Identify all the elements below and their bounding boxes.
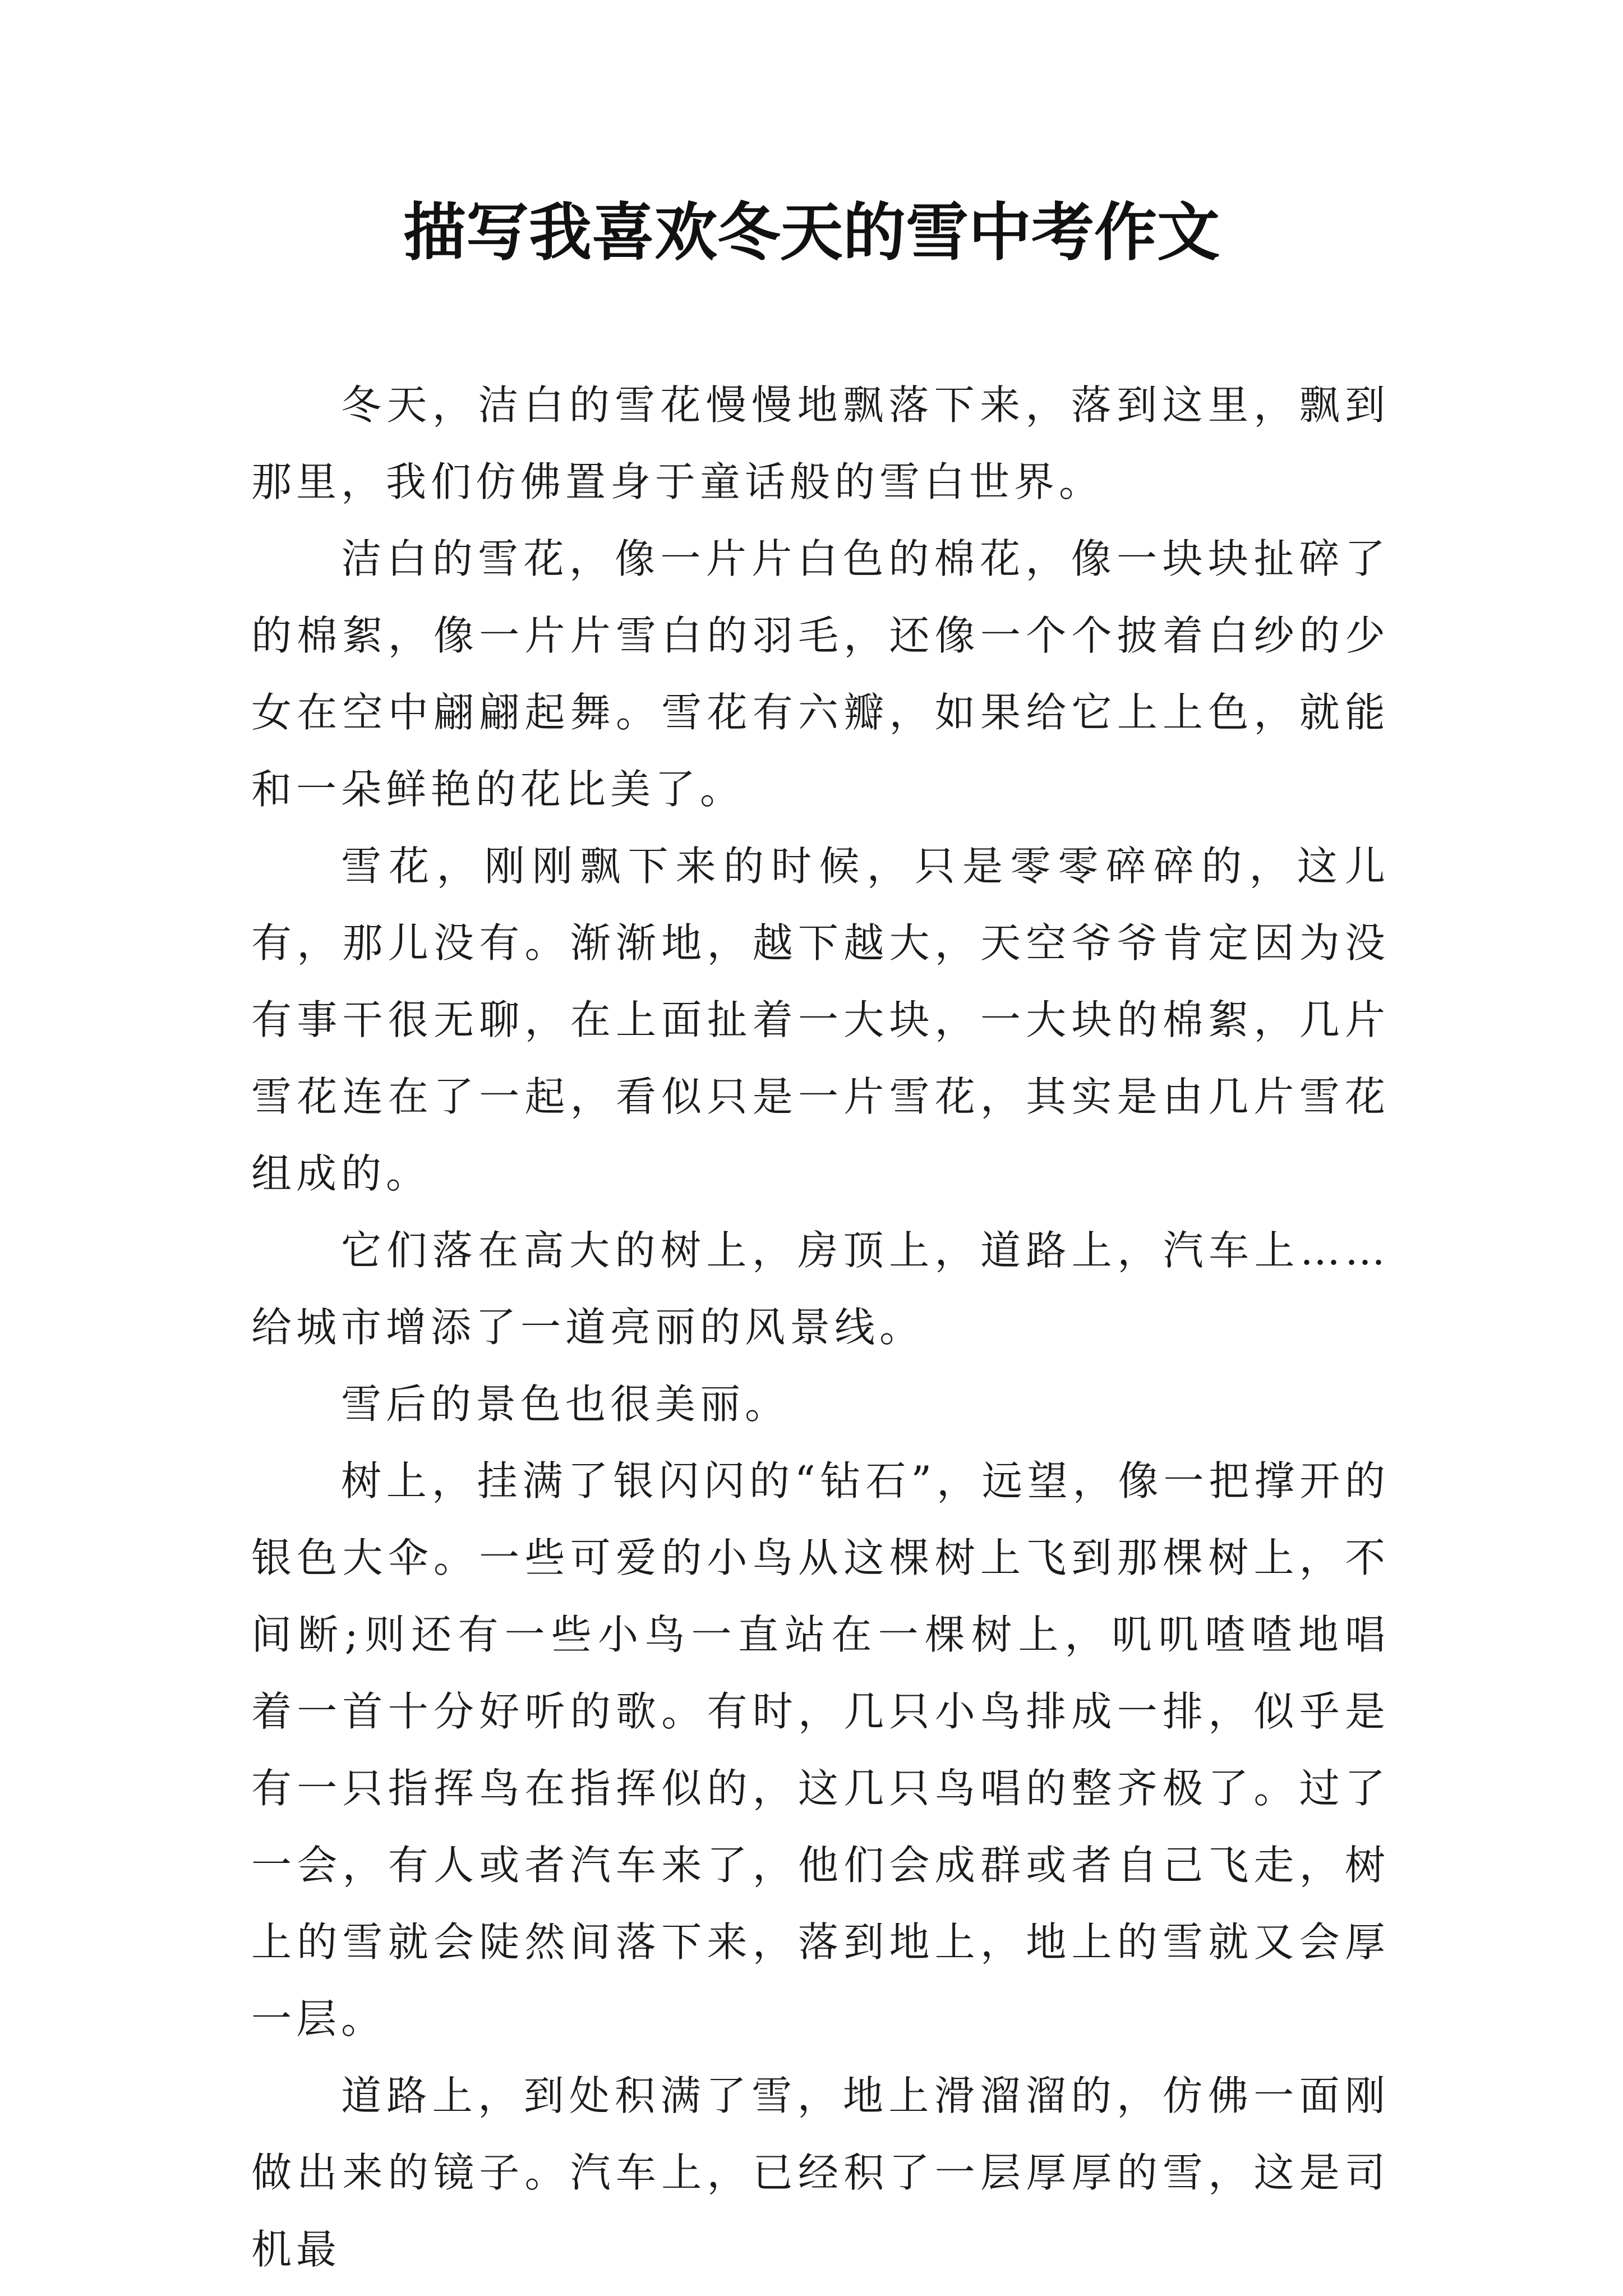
paragraph: 道路上，到处积满了雪，地上滑溜溜的，仿佛一面刚做出来的镜子。汽车上，已经积了一层厚厚的雪，这是司机最 (251, 2072, 1390, 2273)
paragraph: 雪后的景色也很美丽。 (341, 1381, 790, 1428)
paragraph: 雪花，刚刚飘下来的时候，只是零零碎碎的，这儿有，那儿没有。渐渐地，越下越大，天空爷爷肯定因为没有事干很无聊，在上面扯着一大块，一大块的棉絮，几片雪花连在了一起，看似只是一片雪花，其实是由几片雪花组成的。 (251, 843, 1390, 1197)
paragraph: 它们落在高大的树上，房顶上，道路上，汽车上……给城市增添了一道亮丽的风景线。 (251, 1227, 1390, 1351)
paragraph: 树上，挂满了银闪闪的“钻石”，远望，像一把撑开的银色大伞。一些可爱的小鸟从这棵树上飞到那棵树上，不间断;则还有一些小鸟一直站在一棵树上，叽叽喳喳地唱着一首十分好听的歌。有时，几只小鸟排成一排，似乎是有一只指挥鸟在指挥似的，这几只鸟唱的整齐极了。过了一会，有人或者汽车来了，他们会成群或者自己飞走，树上的雪就会陡然间落下来，落到地上，地上的雪就又会厚一层。 (251, 1457, 1390, 2042)
paragraph: 冬天，洁白的雪花慢慢地飘落下来，落到这里，飘到那里，我们仿佛置身于童话般的雪白世界。 (251, 381, 1390, 505)
document-body (251, 367, 1390, 2288)
paragraph: 洁白的雪花，像一片片白色的棉花，像一块块扯碎了的棉絮，像一片片雪白的羽毛，还像一个个披着白纱的少女在空中翩翩起舞。雪花有六瓣，如果给它上上色，就能和一朵鲜艳的花比美了。 (251, 535, 1390, 813)
document-title: 描写我喜欢冬天的雪中考作文 (403, 196, 1220, 269)
